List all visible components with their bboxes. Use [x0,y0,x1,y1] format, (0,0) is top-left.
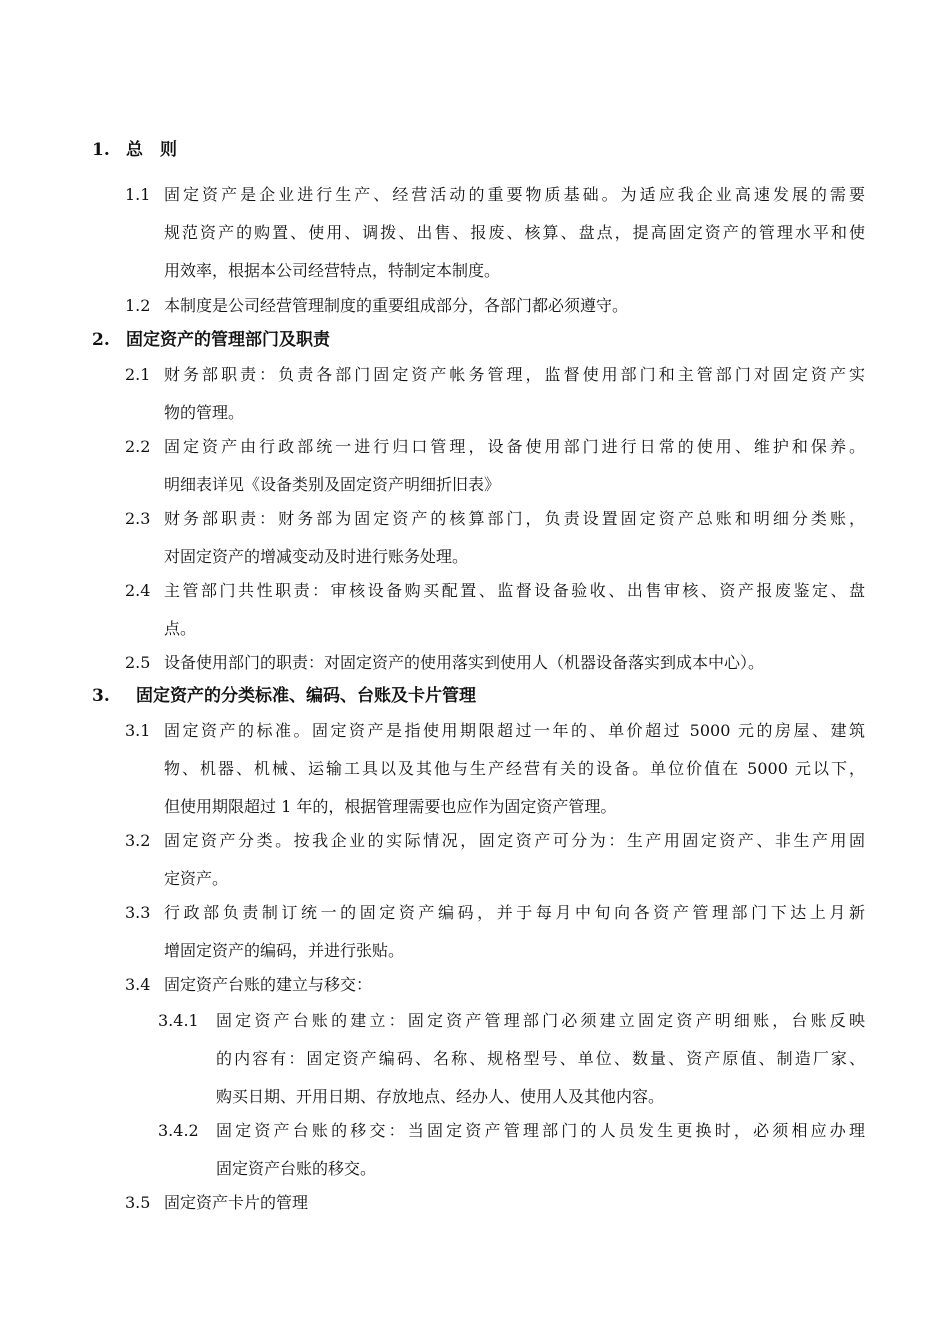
clause-number: 2.2 [125,437,151,456]
clause-number: 3.1 [125,721,151,740]
clause-line: 增固定资产的编码，并进行张贴。 [164,941,405,960]
clause-line: 固定资产台账的建立与移交： [164,975,373,994]
section-number: 1. [92,140,110,160]
clause-line: 固定资产是企业进行生产、经营活动的重要物质基础。为适应我企业高速发展的需要 [164,185,865,204]
clause-number: 3.5 [125,1193,151,1212]
clause-3-3 [125,894,865,970]
clause-2-2 [125,428,865,504]
clause-1-1 [125,176,865,290]
section-number: 2. [92,330,110,350]
clause-number: 2.3 [125,509,151,528]
section-title: 总 则 [126,140,177,160]
clause-line: 固定资产分类。按我企业的实际情况，固定资产可分为：生产用固定资产、非生产用固 [164,831,865,850]
section-title: 固定资产的分类标准、编码、台账及卡片管理 [136,686,476,706]
clause-number: 2.4 [125,581,151,600]
clause-line: 定资产。 [164,869,229,888]
clause-line: 固定资产台账的移交：当固定资产管理部门的人员发生更换时，必须相应办理 [216,1121,865,1140]
clause-line: 固定资产的标准。固定资产是指使用期限超过一年的、单价超过 5000 元的房屋、建筑 [164,721,865,740]
clause-2-3 [125,500,865,576]
clause-number: 3.3 [125,903,151,922]
clause-line: 但使用期限超过 1 年的，根据管理需要也应作为固定资产管理。 [164,797,617,816]
clause-number: 2.5 [125,653,151,672]
clause-3-2 [125,822,865,898]
clause-line: 行政部负责制订统一的固定资产编码，并于每月中旬向各资产管理部门下达上月新 [164,903,865,922]
clause-3-1 [125,712,865,826]
clause-number: 3.2 [125,831,151,850]
clause-number: 3.4 [125,975,151,994]
clause-line: 规范资产的购置、使用、调拨、出售、报废、核算、盘点，提高固定资产的管理水平和使 [164,223,865,242]
clause-3-5 [125,1184,865,1222]
clause-line: 主管部门共性职责：审核设备购买配置、监督设备验收、出售审核、资产报废鉴定、盘 [164,581,865,600]
clause-line: 对固定资产的增减变动及时进行账务处理。 [164,547,469,566]
clause-2-5 [125,644,865,682]
clause-1-2 [125,287,865,325]
clause-number: 2.1 [125,365,151,384]
clause-3-4-2 [158,1112,865,1188]
clause-3-4 [125,966,865,1004]
section-title: 固定资产的管理部门及职责 [126,330,330,350]
section-heading-1 [92,140,177,160]
clause-3-4-1 [158,1002,865,1116]
clause-line: 的内容有：固定资产编码、名称、规格型号、单位、数量、资产原值、制造厂家、 [216,1049,865,1068]
clause-line: 固定资产由行政部统一进行归口管理，设备使用部门进行日常的使用、维护和保养。 [164,437,865,456]
section-heading-2 [92,330,330,350]
clause-number: 1.1 [125,185,151,204]
clause-line: 固定资产台账的移交。 [216,1159,377,1178]
clause-2-1 [125,356,865,432]
clause-number: 1.2 [125,296,151,315]
clause-number: 3.4.2 [158,1121,199,1140]
clause-line: 点。 [164,619,197,638]
clause-line: 用效率，根据本公司经营特点，特制定本制度。 [164,261,501,280]
clause-line: 设备使用部门的职责：对固定资产的使用落实到使用人（机器设备落实到成本中心）。 [164,653,765,672]
clause-2-4 [125,572,865,648]
clause-line: 明细表详见《设备类别及固定资产明细折旧表》 [164,475,501,494]
section-heading-3 [92,686,476,706]
section-number: 3. [92,686,110,706]
clause-line: 财务部职责：负责各部门固定资产帐务管理，监督使用部门和主管部门对固定资产实 [164,365,865,384]
clause-line: 购买日期、开用日期、存放地点、经办人、使用人及其他内容。 [216,1087,665,1106]
clause-line: 物的管理。 [164,403,245,422]
clause-line: 固定资产卡片的管理 [164,1193,309,1212]
clause-line: 财务部职责：财务部为固定资产的核算部门，负责设置固定资产总账和明细分类账， [164,509,865,528]
clause-line: 物、机器、机械、运输工具以及其他与生产经营有关的设备。单位价值在 5000 元以下， [164,759,865,778]
clause-line: 本制度是公司经营管理制度的重要组成部分，各部门都必须遵守。 [164,296,629,315]
clause-number: 3.4.1 [158,1011,199,1030]
clause-line: 固定资产台账的建立：固定资产管理部门必须建立固定资产明细账，台账反映 [216,1011,865,1030]
